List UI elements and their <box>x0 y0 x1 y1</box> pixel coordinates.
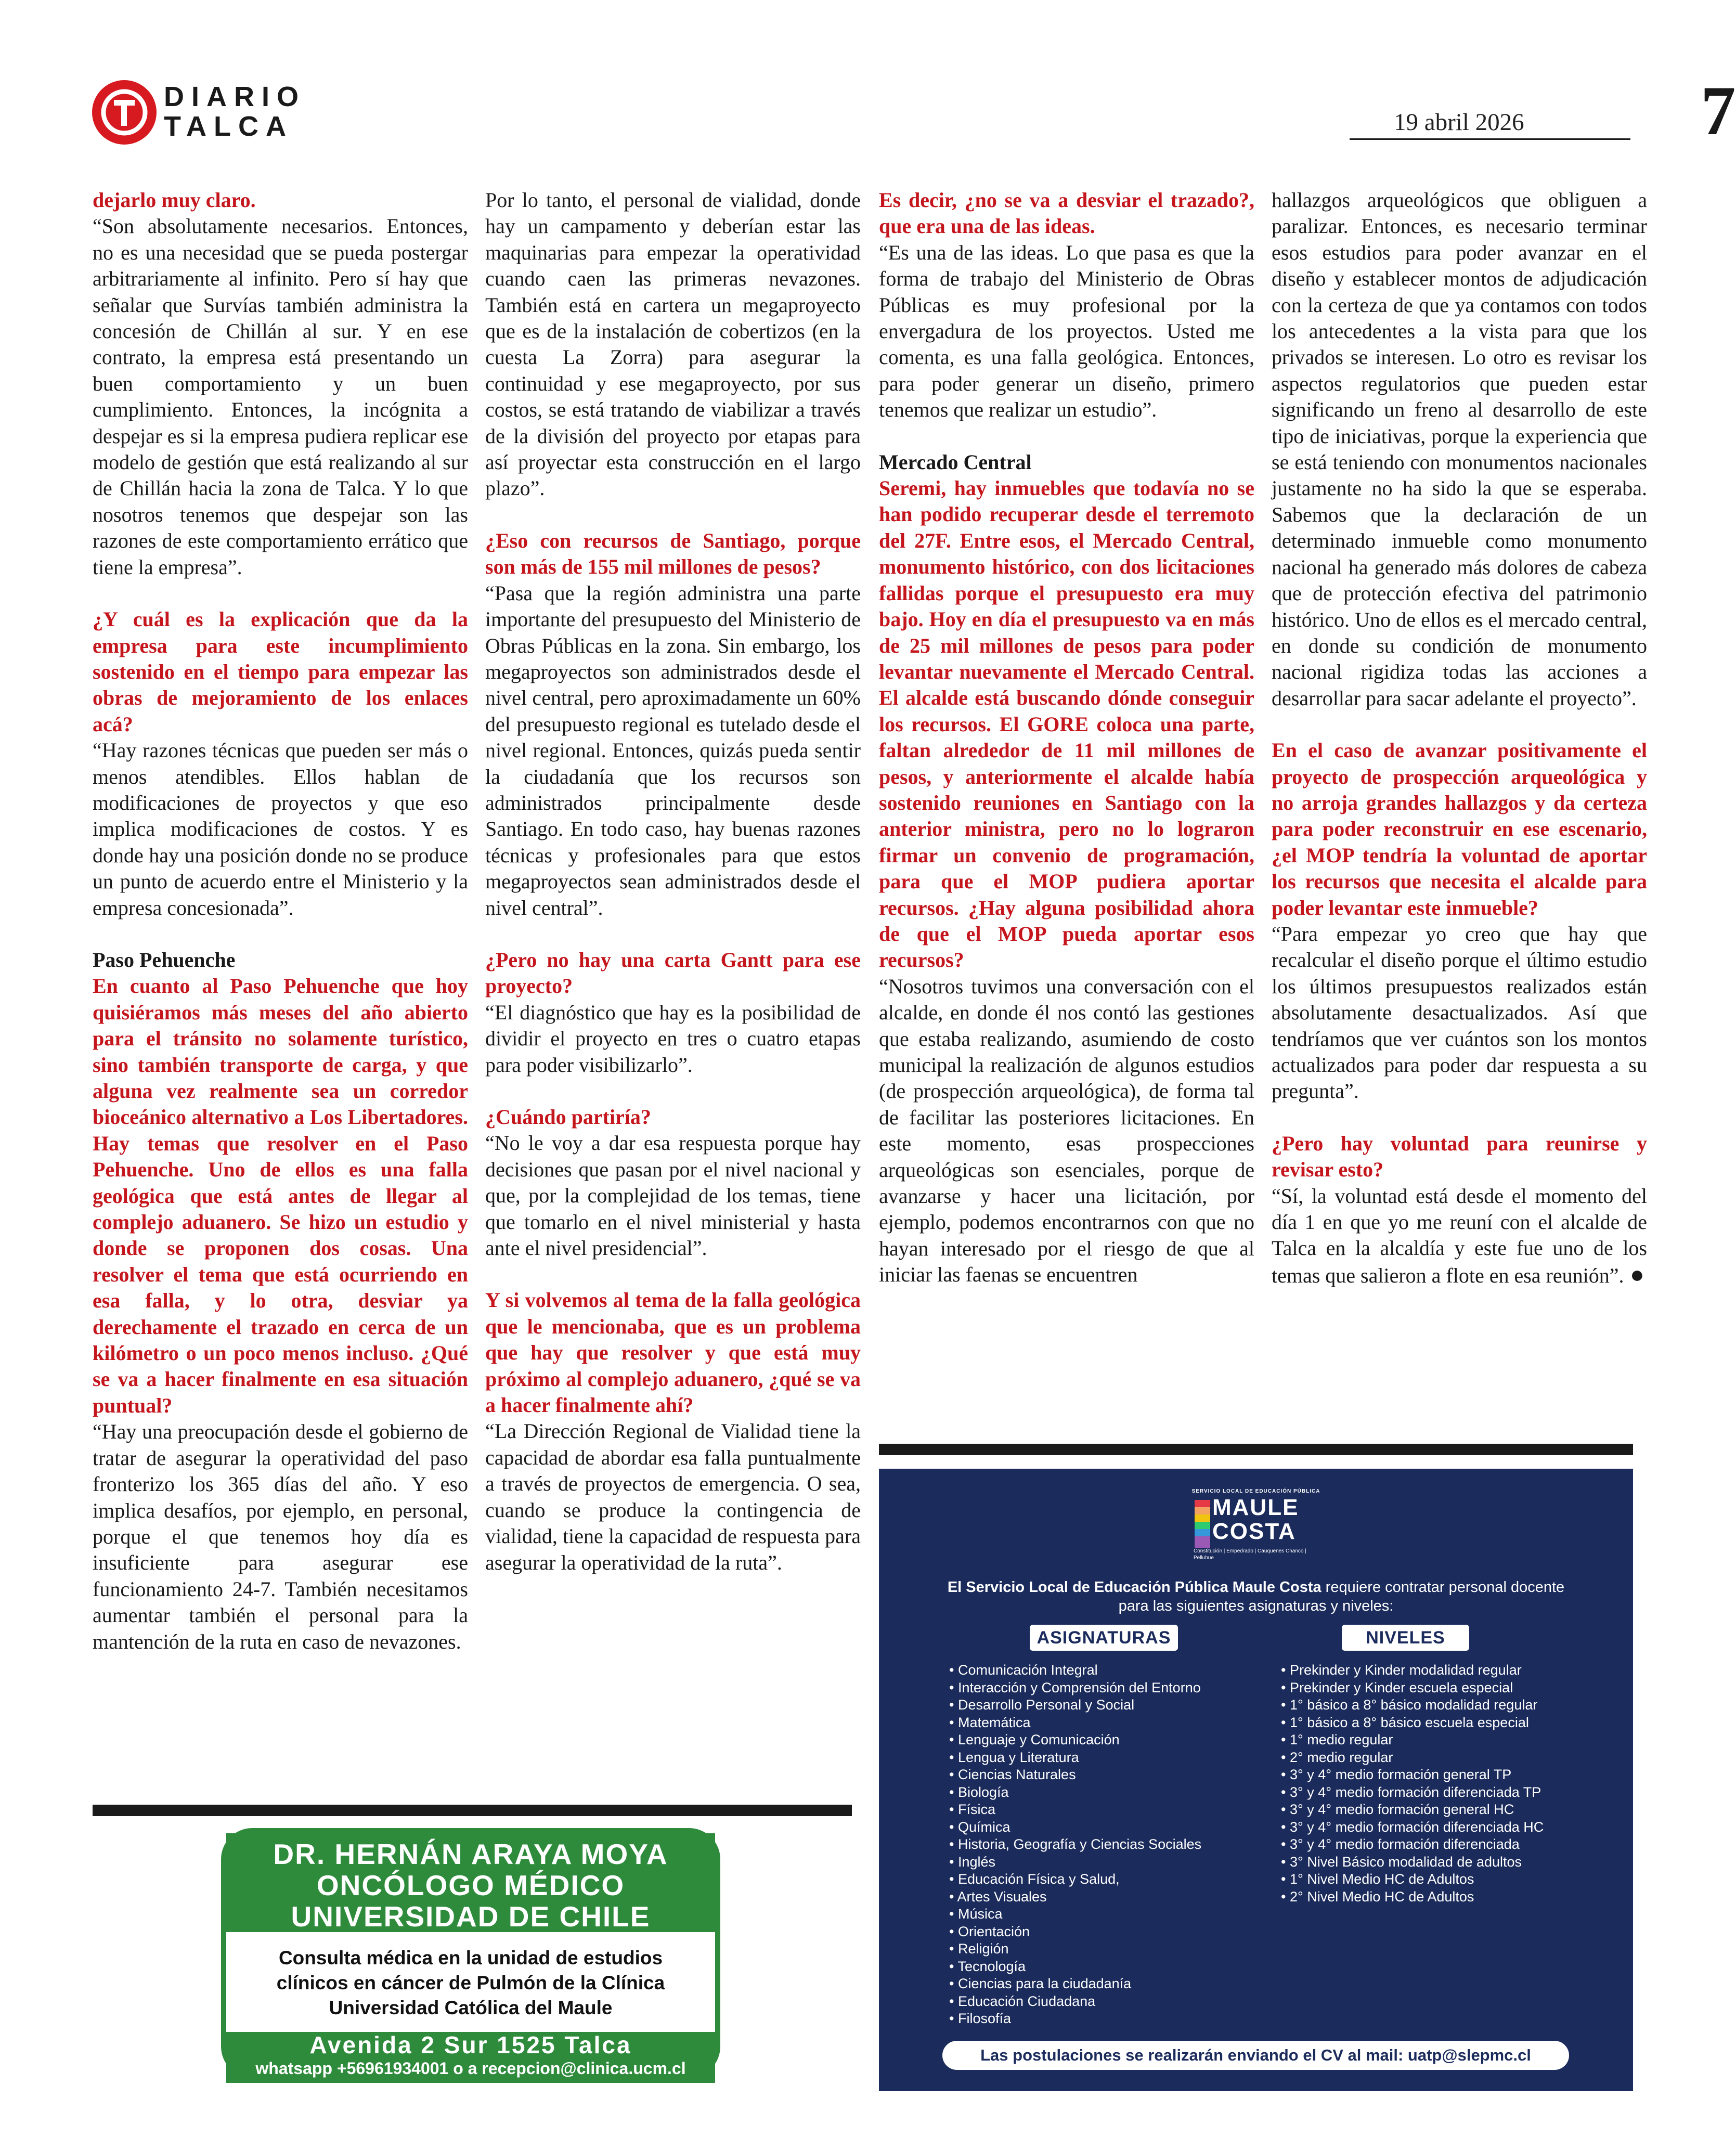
paragraph-gap <box>93 580 468 606</box>
list-item: • 1° Nivel Medio HC de Adultos <box>1281 1871 1614 1888</box>
maule-intro-rest: requiere contratar personal docente <box>1321 1579 1565 1596</box>
maule-footer-email[interactable]: uatp@slepmc.cl <box>1407 2046 1531 2064</box>
list-item: • Prekinder y Kinder modalidad regular <box>1281 1662 1614 1679</box>
list-item: • 1° medio regular <box>1281 1731 1614 1749</box>
interview-answer: “Hay una preocupación desde el gobierno de tratar de asegurar la operatividad del paso fronterizo los 365 días del año. Y eso implica desafíos, por ejemplo, en personal, porque el que tenemos hoy día es insuficiente para asegurar ese funcionamiento 24-7. También necesitamos aumentar también el personal para la mantención de la ruta en caso de nevazones. <box>93 1420 468 1653</box>
interview-question: ¿Pero no hay una carta Gantt para ese proyecto? <box>485 948 861 998</box>
doctor-address: Avenida 2 Sur 1525 Talca <box>309 2031 632 2058</box>
interview-question: ¿Pero hay voluntad para reunirse y revisar esto? <box>1272 1131 1647 1182</box>
article-column-3 <box>879 187 1254 1288</box>
date-rule <box>1350 138 1630 140</box>
list-item: • Comunicación Integral <box>949 1662 1272 1679</box>
interview-answer: “No le voy a dar esa respuesta porque hay decisiones que pasan por el nivel nacional y que, por la complejidad de los temas, tiene que tomarlo en el nivel ministerial y hasta ante el nivel presidencial”. <box>485 1131 861 1260</box>
list-item: • 1° básico a 8° básico modalidad regular <box>1281 1696 1614 1714</box>
interview-answer: “Son absolutamente necesarios. Entonces, no es una necesidad que se pueda postergar arbitrariamente al infinito. Pero sí hay que señalar que Survías también administra la concesión de Chillán al sur. Y en ese contrato, la empresa está presentando un buen comportamiento y un buen cumplimiento. Entonces, la incógnita a despejar es si la empresa pudiera replicar ese modelo de gestión que está realizando al sur de Chillán hacia la zona de Talca. Y lo que nosotros tenemos que despejar son las razones de este comportamiento errático que tiene la empresa”. <box>93 214 468 579</box>
interview-answer: “Hay razones técnicas que pueden ser más o menos atendibles. Ellos hablan de modificaciones de proyectos y que eso implica modificaciones de costos. Y es donde hay una posición donde no se produce un punto de acuerdo entre el Ministerio y la empresa concesionada”. <box>93 739 468 919</box>
list-item: • 3° y 4° medio formación diferenciada <box>1281 1836 1614 1854</box>
list-item: • Desarrollo Personal y Social <box>949 1696 1272 1714</box>
list-item: • Filosofía <box>949 2010 1272 2028</box>
interview-answer: Por lo tanto, el personal de vialidad, donde hay un campamento y deberían estar las maquinarias para empezar la operatividad cuando caen las primeras nevazones. También está en cartera un megaproyecto que es de la instalación de cobertizos (en la cuesta La Zorra) para asegurar la continuidad y ese megaproyecto, por sus costos, se está tratando de viabilizar a través de la división del proyecto por etapas para así proyectar esta construcción en el largo plazo”. <box>485 188 861 500</box>
list-item: • 2° Nivel Medio HC de Adultos <box>1281 1888 1614 1906</box>
interview-question: ¿Y cuál es la explicación que da la empresa para este incumplimiento sostenido en el tiempo para empezar las obras de mejoramiento de los enlaces acá? <box>93 607 468 736</box>
interview-answer: “Sí, la voluntad está desde el momento del día 1 en que yo me reuní con el alcalde de Talca en la alcaldía y este fue uno de los temas que salieron a flote en esa reunión”. ● <box>1272 1184 1647 1288</box>
section-heading: Paso Pehuenche <box>93 948 236 972</box>
list-item: • 3° y 4° medio formación diferenciada HC <box>1281 1819 1614 1836</box>
paragraph-gap <box>485 921 861 947</box>
logo-costa: COSTA <box>1212 1519 1296 1544</box>
list-item: • Interacción y Comprensión del Entorno <box>949 1679 1272 1697</box>
ad-separator-rule-left <box>93 1805 852 1816</box>
maule-costa-advertisement <box>879 1469 1633 2091</box>
paragraph-gap <box>1272 711 1647 737</box>
doctor-name: DR. HERNÁN ARAYA MOYA <box>273 1838 668 1870</box>
maule-intro <box>879 1578 1633 1615</box>
paragraph-gap <box>485 502 861 528</box>
doctor-ad-line-2: clínicos en cáncer de Pulmón de la Clínica <box>276 1972 665 1993</box>
interview-answer: “Para empezar yo creo que hay que recalcular el diseño porque el último estudio los últimos presupuestos realizados están absolutamente desactualizados. Así que tendríamos que ver cuántos son los montos actualizados para poder dar respuesta a su pregunta”. <box>1272 922 1647 1103</box>
list-item: • Biología <box>949 1784 1272 1802</box>
doctor-ad-footer <box>226 2032 715 2083</box>
interview-question: Seremi, hay inmuebles que todavía no se han podido recuperar desde el terremoto del 27F. Entre esos, el Mercado Central, monumento histórico, con dos licitaciones fallidas porque el presupuesto era muy bajo. Hoy en día el presupuesto va en más de 25 mil millones de pesos para poder levantar nuevamente el Mercado Central. El alcalde está buscando dónde conseguir los recursos. El GORE coloca una parte, faltan alrededor de 11 mil millones de pesos, y anteriormente el alcalde había sostenido reuniones en Santiago con la anterior ministra, pero no lo lograron firmar un convenio de programación, para que el MOP pudiera aportar recursos. ¿Hay alguna posibilidad ahora de que el MOP pueda aportar esos recursos? <box>879 476 1254 972</box>
end-of-article-icon: ● <box>1624 1261 1644 1288</box>
maule-intro-line2: para las siguientes asignaturas y niveles: <box>1118 1598 1394 1614</box>
paragraph-gap <box>485 1261 861 1287</box>
list-item: • Historia, Geografía y Ciencias Sociales <box>949 1836 1272 1854</box>
masthead <box>91 72 1736 150</box>
page-number: 7 <box>1701 72 1736 150</box>
list-item: • Música <box>949 1906 1272 1923</box>
brand-line-2: TALCA <box>164 111 293 142</box>
paragraph-gap <box>485 1078 861 1104</box>
list-item: • 3° y 4° medio formación diferenciada TP <box>1281 1784 1614 1802</box>
interview-question: dejarlo muy claro. <box>93 188 256 212</box>
list-item: • Educación Ciudadana <box>949 1993 1272 2011</box>
interview-question: Y si volvemos al tema de la falla geológica que le mencionaba, que es un problema que hay que resolver y que está muy próximo al complejo aduanero, ¿qué se va a hacer finalmente ahí? <box>485 1288 861 1417</box>
list-item: • Inglés <box>949 1854 1272 1871</box>
interview-answer: “Nosotros tuvimos una conversación con el alcalde, en donde él nos contó las gestiones que estaba realizando, asumiendo de costo municipal la realización de algunos estudios (de prospección arqueológica), de forma tal de facilitar las posteriores licitaciones. En este momento, esas prospecciones arqueológicas son esenciales, porque de avanzarse y hacer una licitación, por ejemplo, podemos encontrarnos con que no hayan interesado por el riesgo de que al iniciar las faenas se encuentren <box>879 974 1254 1287</box>
logo-maule: MAULE <box>1212 1495 1299 1520</box>
list-item: • Ciencias para la ciudadanía <box>949 1975 1272 1993</box>
list-item: • Lengua y Literatura <box>949 1749 1272 1767</box>
list-item: • Química <box>949 1819 1272 1836</box>
doctor-contact: whatsapp +56961934001 o a recepcion@clinica.ucm.cl <box>255 2059 686 2078</box>
paragraph-gap <box>879 423 1254 449</box>
interview-answer: hallazgos arqueológicos que obliguen a paralizar. Entonces, es necesario terminar esos estudios para poder avanzar en el diseño y establecer montos de adjudicación con la certeza de que ya contamos con todos los antecedentes a la vista para que los privados se interesen. Lo otro es revisar los aspectos regulatorios que pueden estar significando un freno al desarrollo de este tipo de iniciativas, porque la experiencia que se está teniendo con monumentos nacionales justamente no ha sido la que se esperaba. Sabemos que la declaración de un determinado inmueble como monumento nacional ha generado más dolores de cabeza que de protección efectiva del patrimonio histórico. Uno de ellos es el mercado central, en donde su condición de monumento nacional rigidiza todas las acciones a desarrollar para sacar adelante el proyecto”. <box>1272 188 1647 710</box>
diario-talca-logo-icon <box>91 79 158 146</box>
interview-question: En el caso de avanzar positivamente el proyecto de prospección arqueológica y no arroja grandes hallazgos y da certeza para poder reconstruir en ese escenario, ¿el MOP tendría la voluntad de aportar los recursos que necesita el alcalde para poder levantar este inmueble? <box>1272 739 1647 919</box>
list-item: • Ciencias Naturales <box>949 1766 1272 1784</box>
issue-date: 19 abril 2026 <box>1394 109 1524 136</box>
article-column-2 <box>485 187 861 1576</box>
maule-footer-text: Las postulaciones se realizarán enviando el CV al mail: <box>980 2046 1408 2064</box>
list-item: • Prekinder y Kinder escuela especial <box>1281 1679 1614 1697</box>
list-item: • Orientación <box>949 1923 1272 1941</box>
interview-answer: “Pasa que la región administra una parte importante del presupuesto del Ministerio de Obras Públicas en la zona. Sin embargo, los megaproyectos son administrados desde el nivel central, pero aproximadamente un 60% del presupuesto regional es tutelado desde el nivel regional. Entonces, quizás pueda sentir la ciudadanía que los recursos son administrados principalmente desde Santiago. En todo caso, hay buenas razones técnicas y profesionales para que estos megaproyectos sean administrados desde el nivel central”. <box>485 581 861 919</box>
list-item: • Religión <box>949 1940 1272 1958</box>
agency-label: SERVICIO LOCAL DE EDUCACIÓN PÚBLICA <box>1191 1488 1320 1494</box>
maule-footer-bar <box>942 2041 1569 2070</box>
brand-line-1: DIARIO <box>164 81 306 112</box>
article-column-1 <box>93 187 468 1655</box>
list-item: • Artes Visuales <box>949 1888 1272 1906</box>
interview-question: En cuanto al Paso Pehuenche que hoy quisiéramos más meses del año abierto para el tránsito no solamente turístico, sino también transporte de carga, y que alguna vez realmente sea un corredor bioceánico alternativo a Los Libertadores. Hay temas que resolver en el Paso Pehuenche. Uno de ellos es una falla geológica que está antes de llegar al complejo aduanero. Se hizo un estudio y donde se proponen dos cosas. Una resolver el tema que está ocurriendo en esa falla, y lo otra, desviar ya derechamente el trazado en cerca de un kilómetro o un poco menos incluso. ¿Qué se va a hacer finalmente en esa situación puntual? <box>93 974 468 1417</box>
article-column-4 <box>1272 187 1647 1289</box>
doctor-university: UNIVERSIDAD DE CHILE <box>291 1900 651 1933</box>
subjects-list <box>949 1662 1272 2028</box>
list-item: • Tecnología <box>949 1958 1272 1976</box>
interview-answer: “El diagnóstico que hay es la posibilidad de dividir el proyecto en tres o cuatro etapas para poder visibilizarlo”. <box>485 1000 861 1077</box>
doctor-ad-line-1: Consulta médica en la unidad de estudios <box>278 1947 663 1968</box>
doctor-ad-header <box>226 1833 715 1932</box>
interview-question: ¿Eso con recursos de Santiago, porque son más de 155 mil millones de pesos? <box>485 528 861 579</box>
list-item: • 3° y 4° medio formación general TP <box>1281 1766 1614 1784</box>
doctor-ad-body <box>226 1932 715 2032</box>
doctor-ad-line-3: Universidad Católica del Maule <box>329 1997 613 2018</box>
maule-intro-lead: El Servicio Local de Educación Pública Maule Costa <box>947 1579 1322 1596</box>
ad-separator-rule-right <box>879 1444 1633 1455</box>
list-item: • Educación Física y Salud, <box>949 1871 1272 1888</box>
list-item: • 3° y 4° medio formación general HC <box>1281 1801 1614 1819</box>
list-item: • Matemática <box>949 1714 1272 1732</box>
interview-question: ¿Cuándo partiría? <box>485 1105 651 1129</box>
levels-list <box>1281 1662 1614 1906</box>
list-item: • Física <box>949 1801 1272 1819</box>
rainbow-logo-icon <box>1195 1500 1210 1548</box>
interview-answer: “Es una de las ideas. Lo que pasa es que la forma de trabajo del Ministerio de Obras Públicas es muy profesional por la envergadura de los proyectos. Usted me comenta, es una falla geológica. Entonces, para poder generar un diseño, primero tenemos que realizar un estudio”. <box>879 240 1254 422</box>
list-item: • 3° Nivel Básico modalidad de adultos <box>1281 1854 1614 1871</box>
interview-answer: “La Dirección Regional de Vialidad tiene la capacidad de abordar esa falla puntualmente a través de proyectos de emergencia. O sea, cuando se produce la contingencia de vialidad, tiene la capacidad de respuesta para asegurar la operatividad de la ruta”. <box>485 1419 861 1574</box>
levels-header: NIVELES <box>1342 1625 1469 1651</box>
doctor-specialty: ONCÓLOGO MÉDICO <box>316 1869 625 1901</box>
list-item: • 2° medio regular <box>1281 1749 1614 1767</box>
interview-question: Es decir, ¿no se va a desviar el trazado?, que era una de las ideas. <box>879 188 1254 238</box>
logo-communes: Constitución | Empedrado | Cauquenes Chanco | Pelluhue <box>1194 1548 1306 1561</box>
list-item: • Lenguaje y Comunicación <box>949 1731 1272 1749</box>
paragraph-gap <box>93 921 468 947</box>
paragraph-gap <box>1272 1105 1647 1131</box>
list-item: • 1° básico a 8° básico escuela especial <box>1281 1714 1614 1732</box>
doctor-advertisement <box>221 1828 720 2078</box>
section-heading: Mercado Central <box>879 450 1032 474</box>
subjects-header: ASIGNATURAS <box>1030 1625 1178 1651</box>
